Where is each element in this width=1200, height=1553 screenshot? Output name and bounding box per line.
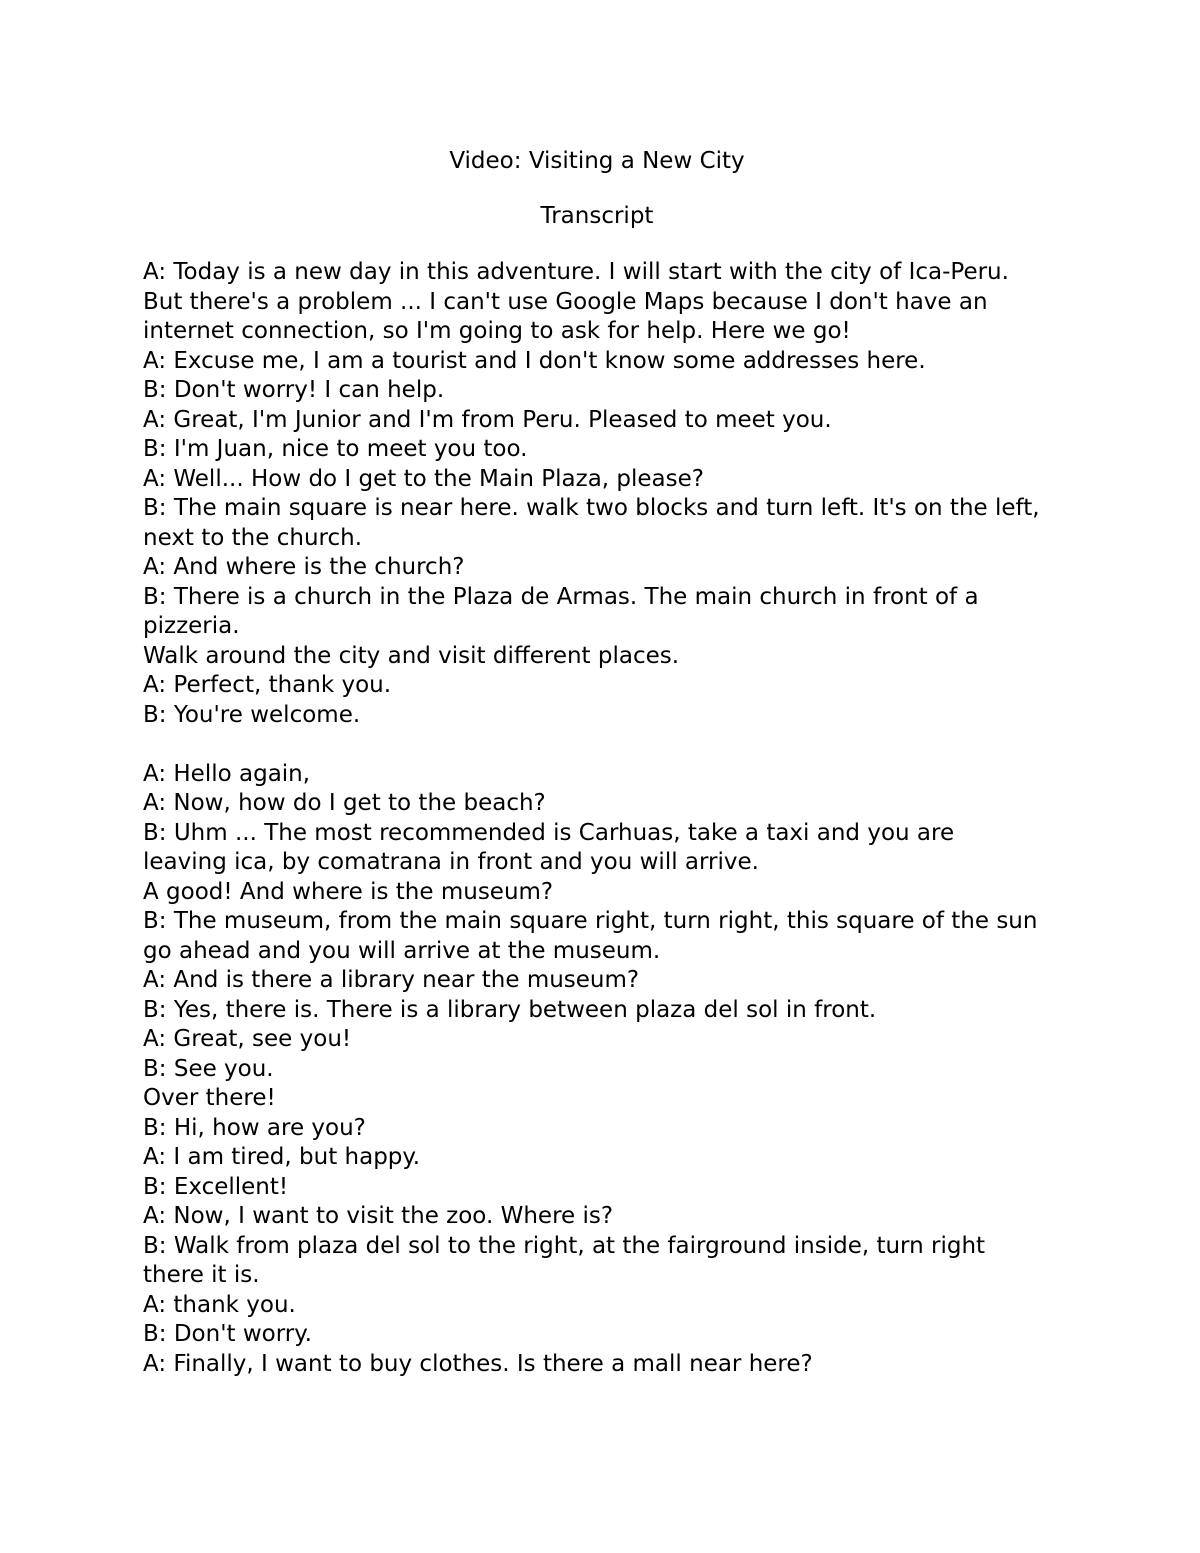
transcript-line: A: thank you. bbox=[143, 1291, 296, 1318]
transcript-line: B: I'm Juan, nice to meet you too. bbox=[143, 436, 528, 462]
transcript-line: B: Don't worry. bbox=[143, 1321, 312, 1347]
document-subtitle: Transcript bbox=[540, 203, 654, 229]
transcript-line: B: The main square is near here. walk two blocks and turn left. It's on the left, next to the church. bbox=[143, 495, 1040, 551]
transcript-line: B: Uhm ... The most recommended is Carhuas, take a taxi and you are leaving ica, by comatrana in front and you will arrive. bbox=[143, 819, 955, 875]
transcript-line: B: See you. bbox=[143, 1055, 274, 1082]
transcript-line: B: Excellent! bbox=[143, 1173, 289, 1200]
transcript-line: A: Great, I'm Junior and I'm from Peru. Pleased to meet you. bbox=[143, 406, 832, 433]
transcript-line: B: Walk from plaza del sol to the right, at the fairground inside, turn right there it is. bbox=[143, 1232, 986, 1288]
transcript-line: A: Hello again, bbox=[143, 760, 311, 787]
transcript-line: B: Don't worry! I can help. bbox=[143, 377, 445, 403]
transcript-line: A: Excuse me, I am a tourist and I don't know some addresses here. bbox=[143, 347, 926, 374]
transcript-line: B: Yes, there is. There is a library between plaza del sol in front. bbox=[143, 996, 877, 1023]
transcript-line: B: There is a church in the Plaza de Armas. The main church in front of a pizzeria. bbox=[143, 583, 979, 639]
transcript-line: A: I am tired, but happy. bbox=[143, 1144, 421, 1170]
transcript-line: B: You're welcome. bbox=[143, 701, 361, 728]
transcript-line: A: Now, I want to visit the zoo. Where is? bbox=[143, 1203, 614, 1229]
blank-line bbox=[143, 730, 1043, 760]
transcript-line: A: Well... How do I get to the Main Plaza, please? bbox=[143, 465, 704, 492]
transcript-line: A: Perfect, thank you. bbox=[143, 672, 392, 698]
transcript-line: A: And where is the church? bbox=[143, 554, 465, 580]
transcript-line: Over there! bbox=[143, 1085, 276, 1111]
transcript-body bbox=[143, 258, 1043, 1379]
transcript-line: A good! And where is the museum? bbox=[143, 878, 554, 905]
document-title: Video: Visiting a New City bbox=[449, 148, 745, 174]
transcript-line: A: Today is a new day in this adventure. I will start with the city of Ica-Peru. But there's a problem ... I can't use Google Maps because I don't have an internet connection, so I'm going to ask for help. Here we go! bbox=[143, 259, 1009, 344]
transcript-line: Walk around the city and visit different places. bbox=[143, 642, 680, 669]
transcript-line: A: Now, how do I get to the beach? bbox=[143, 790, 546, 816]
transcript-line: B: The museum, from the main square right, turn right, this square of the sun go ahead and you will arrive at the museum. bbox=[143, 908, 1038, 964]
transcript-line: A: Finally, I want to buy clothes. Is there a mall near here? bbox=[143, 1350, 813, 1377]
transcript-line: B: Hi, how are you? bbox=[143, 1114, 366, 1141]
transcript-line: A: Great, see you! bbox=[143, 1026, 352, 1052]
transcript-line: A: And is there a library near the museum? bbox=[143, 967, 640, 993]
